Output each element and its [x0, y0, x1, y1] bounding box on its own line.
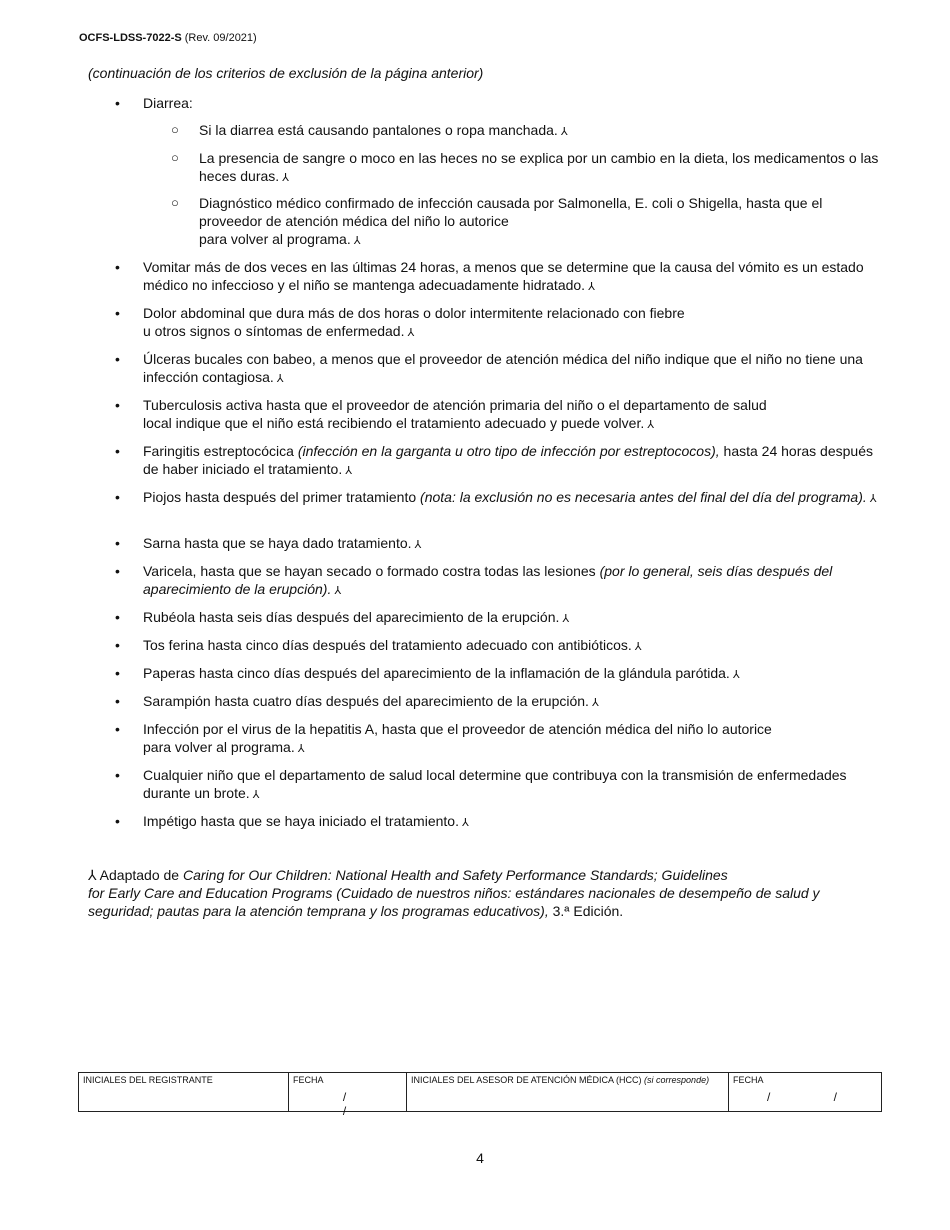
form-revision: (Rev. 09/2021)	[181, 32, 257, 44]
continuation-note: (continuación de los criterios de exclusión de la página anterior)	[88, 65, 484, 81]
date-field-1[interactable]: FECHA / /	[289, 1073, 407, 1111]
signature-table	[78, 1072, 882, 1118]
registrant-initials-field[interactable]: INICIALES DEL REGISTRANTE	[79, 1073, 289, 1111]
form-identifier	[79, 32, 257, 44]
footnote-marker: ⅄	[88, 867, 97, 883]
date-field-2[interactable]: FECHA / /	[729, 1073, 881, 1111]
form-code: OCFS-LDSS-7022-S	[79, 32, 182, 44]
source-footnote: ⅄ Adaptado de Caring for Our Children: National Health and Safety Performance Standards; Guidelines for Early Care and Education Programs (Cuidado de nuestros niños: estándares nacionales de desempeño de salud y seguridad; pautas para la atención temprana y los programas educativos), 3.ª Edición.	[88, 867, 820, 919]
date-slashes: / /	[766, 1090, 867, 1104]
page-number: 4	[476, 1150, 484, 1166]
advisor-initials-field[interactable]: INICIALES DEL ASESOR DE ATENCIÓN MÉDICA (HCC) (si corresponde)	[407, 1073, 729, 1111]
date-slashes: / /	[342, 1090, 377, 1118]
